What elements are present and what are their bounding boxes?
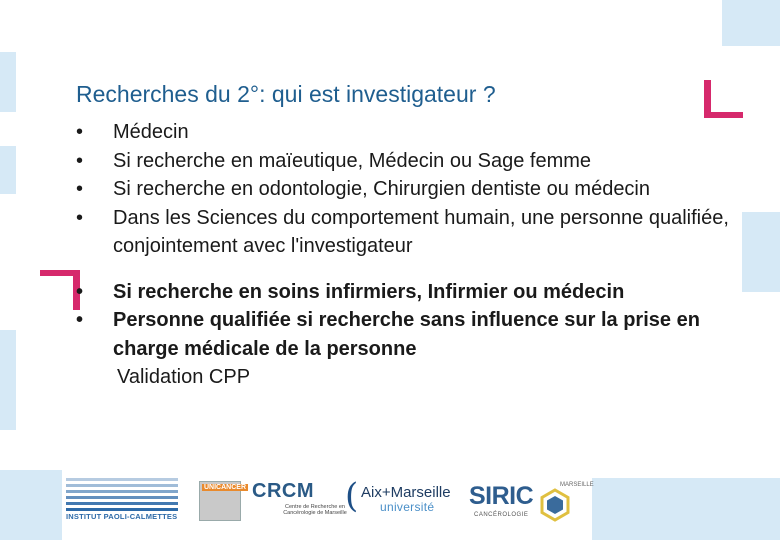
bullet-text: Médecin [113,121,189,143]
bullet-item [76,204,736,261]
decor-block-top-left [0,52,16,112]
bullet-list [76,118,736,392]
bullet-marker: • [76,121,84,143]
bullet-text: Si recherche en soins infirmiers, Infirmier ou médecin [113,280,625,303]
bullet-text: Dans les Sciences du comportement humain, une personne qualifiée, conjointement avec l'investigateur [113,206,729,257]
bullet-text: Si recherche en maïeutique, Médecin ou Sage femme [113,149,592,172]
bullet-item [76,147,736,176]
slide-title: Recherches du 2°: qui est investigateur ? [76,81,496,108]
bullet-marker: • [76,309,84,331]
footer-line [76,363,736,392]
bullet-text: Si recherche en odontologie, Chirurgien dentiste ou médecin [113,178,651,200]
siric-logo: SIRIC [469,482,534,510]
crcm-logo: CRCM [252,480,314,502]
ipc-logo-text: INSTITUT PAOLI-CALMETTES [66,512,178,521]
bullet-item [76,306,736,363]
unicancer-logo [199,481,246,521]
bullet-marker: • [76,149,84,172]
decor-block-top-right [722,0,780,46]
bullet-item [76,175,736,204]
bullet-text: Personne qualifiée si recherche sans influence sur la prise en charge médicale de la personne [113,309,700,360]
bullet-item [76,278,736,307]
siric-logo-subtitle: CANCÉROLOGIE [474,512,529,518]
partner-logos [62,470,592,540]
siric-logo-city: MARSEILLE [560,482,594,488]
amu-logo: Aix+Marseille [361,484,451,501]
bullet-marker: • [76,206,84,229]
decor-block-right-mid [742,212,780,292]
siric-hexagon-icon [538,488,572,522]
ipc-logo-stripes [66,476,178,512]
decor-block-bottom-left [0,470,62,540]
crcm-logo-subtitle: Centre de Recherche en Cancérologie de Marseille [283,504,347,516]
footer-line-text: Validation CPP [117,366,251,388]
decor-block-left-mid [0,146,16,194]
decor-block-bottom-right [592,478,780,540]
amu-logo-subtitle: université [380,500,435,514]
unicancer-logo-text: UNICANCER [204,484,246,491]
bullet-item [76,118,736,147]
bullet-marker: • [76,280,84,303]
bullet-marker: • [76,178,84,200]
decor-block-left-low [0,330,16,430]
amu-logo-mark: ( [345,476,359,516]
